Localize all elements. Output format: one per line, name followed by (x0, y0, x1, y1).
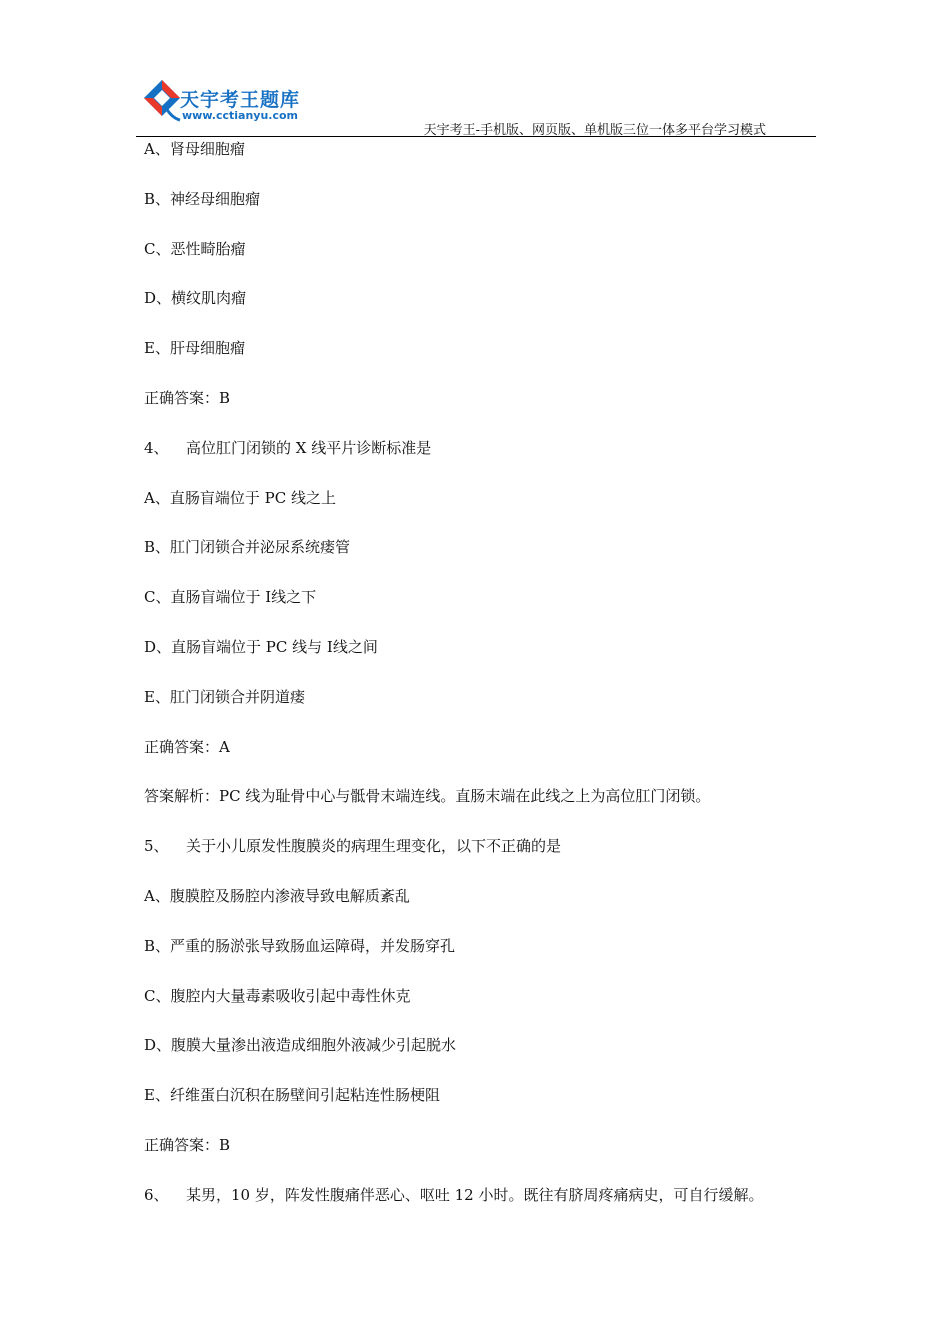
question-line (144, 833, 824, 883)
option-line (144, 634, 824, 684)
line-text: E、肝母细胞瘤 (144, 339, 245, 358)
option-line (144, 1032, 824, 1082)
page-header (0, 0, 950, 140)
line-text: C、直肠盲端位于 I线之下 (144, 588, 317, 607)
line-text: C、腹腔内大量毒素吸收引起中毒性休克 (144, 986, 411, 1005)
question-number: 4、 (144, 438, 169, 457)
question-number: 6、 (144, 1185, 169, 1204)
question-line (144, 435, 824, 485)
option-line (144, 534, 824, 584)
line-text: D、直肠盲端位于 PC 线与 I线之间 (144, 637, 378, 656)
line-text: C、恶性畸胎瘤 (144, 239, 246, 258)
explanation-line (144, 783, 824, 833)
option-line (144, 584, 824, 634)
answer-line (144, 734, 824, 784)
line-text: A、腹膜腔及肠腔内渗液导致电解质紊乱 (144, 886, 410, 905)
question-text: 某男，10 岁，阵发性腹痛伴恶心、呕吐 12 小时。既往有脐周疼痛病史，可自行缓解。 (186, 1185, 764, 1204)
option-line (144, 983, 824, 1033)
option-line (144, 933, 824, 983)
line-text: D、横纹肌肉瘤 (144, 289, 247, 308)
logo-diamond-icon (142, 78, 182, 122)
logo-url: www.cctianyu.com (182, 109, 299, 122)
document-body (144, 136, 824, 1232)
line-text: A、直肠盲端位于 PC 线之上 (144, 488, 336, 507)
line-text: E、肛门闭锁合并阴道瘘 (144, 687, 305, 706)
option-line (144, 684, 824, 734)
line-text: 正确答案：B (144, 388, 231, 407)
question-text: 关于小儿原发性腹膜炎的病理生理变化，以下不正确的是 (186, 837, 562, 856)
logo-name: 天宇考王题库 (180, 89, 301, 111)
answer-line (144, 1132, 824, 1182)
question-text: 高位肛门闭锁的 X 线平片诊断标准是 (186, 438, 432, 457)
question-line (144, 1182, 824, 1232)
line-text: A、肾母细胞瘤 (144, 140, 245, 158)
line-text: B、肛门闭锁合并泌尿系统瘘管 (144, 538, 351, 557)
header-tagline: 天宇考王-手机版、网页版、单机版三位一体多平台学习模式 (423, 123, 766, 138)
option-line (144, 883, 824, 933)
line-text: B、神经母细胞瘤 (144, 189, 261, 208)
option-line (144, 136, 824, 186)
option-line (144, 285, 824, 335)
site-logo[interactable] (142, 76, 312, 124)
option-line (144, 1082, 824, 1132)
line-text: D、腹膜大量渗出液造成细胞外液减少引起脱水 (144, 1036, 457, 1055)
line-text: 正确答案：A (144, 737, 230, 756)
question-number: 5、 (144, 837, 169, 856)
answer-line (144, 385, 824, 435)
line-text: B、严重的肠淤张导致肠血运障碍，并发肠穿孔 (144, 936, 456, 955)
line-text: E、纤维蛋白沉积在肠壁间引起粘连性肠梗阻 (144, 1086, 440, 1105)
line-text: 答案解析：PC 线为耻骨中心与骶骨末端连线。直肠末端在此线之上为高位肛门闭锁。 (144, 787, 711, 806)
option-line (144, 186, 824, 236)
option-line (144, 236, 824, 286)
option-line (144, 335, 824, 385)
line-text: 正确答案：B (144, 1135, 231, 1154)
option-line (144, 485, 824, 535)
